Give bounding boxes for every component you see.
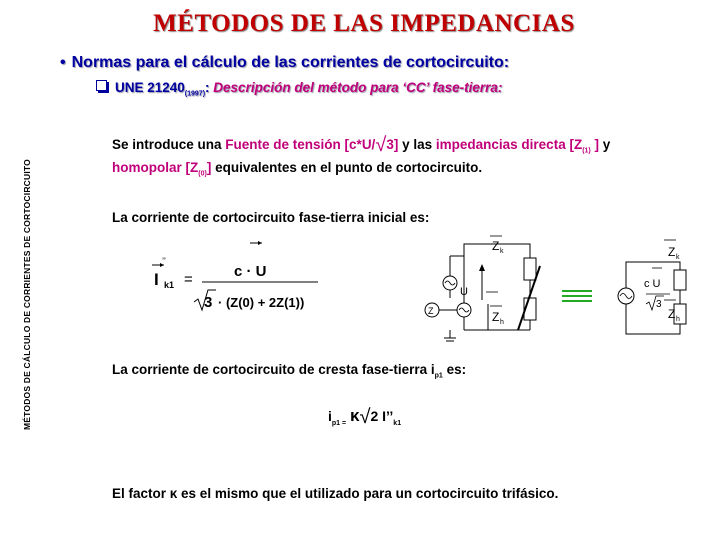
p3-end: es: <box>446 362 467 377</box>
vec-arrowhead-u <box>258 241 262 245</box>
peak-rest-sub: k1 <box>393 419 402 427</box>
p1-t4: y las <box>402 137 433 152</box>
p3-sub: p1 <box>434 372 443 380</box>
paragraph-4: El factor κ es el mismo que el utilizado para un cortocircuito trifásico. <box>112 486 559 501</box>
formula-numerator: c · U <box>234 263 267 280</box>
p1-t6: ] <box>594 137 600 152</box>
une-code: UNE 21240 <box>115 80 185 95</box>
formula-equals: = <box>184 271 193 288</box>
formula-den-rest: · (Z(0) + 2Z(1)) <box>218 295 305 310</box>
paragraph-2: La corriente de cortocircuito fase-tierra inicial es: <box>112 210 430 225</box>
p1-t5-sub: (1) <box>582 147 591 155</box>
peak-sub: p1 = <box>331 419 347 427</box>
bullet-normas <box>60 54 509 72</box>
p1-t10: equivalentes en el punto de cortocircuito. <box>215 160 483 175</box>
peak-formula <box>328 406 401 429</box>
circuit2-zh-sub: h <box>676 316 680 323</box>
circuit1-z-label: Z <box>428 306 434 316</box>
circuit1-u: U <box>460 286 468 298</box>
sqrt-icon: √ <box>375 134 387 156</box>
circuit2-root: 3 <box>656 299 662 310</box>
circuit1-zk-sub: k <box>500 248 504 255</box>
p1-t2: Fuente de tensión [c*U/ <box>225 137 376 152</box>
une-description: Descripción del método para ‘CC’ fase-tierra: <box>213 80 503 95</box>
p1-t7: y <box>602 137 611 152</box>
circuit-diagram-1 <box>420 226 555 346</box>
p1-t8-sub: (0) <box>198 170 207 178</box>
formula-ik1 <box>140 238 330 318</box>
peak-rest: I’’ <box>382 408 394 424</box>
circuit2-zh: Z <box>668 307 676 321</box>
peak-kappa: κ <box>349 406 360 425</box>
une-year: (1997) <box>184 90 206 98</box>
zk-resistor-2-icon <box>674 270 686 290</box>
zk-resistor-icon <box>524 258 536 280</box>
formula-lhs-sub: k1 <box>164 280 175 290</box>
p1-t1: Se introduce una <box>112 137 222 152</box>
p3-text: La corriente de cortocircuito de cresta fase-tierra i <box>112 362 435 377</box>
slide-title: MÉTODOS DE LAS IMPEDANCIAS <box>153 10 575 37</box>
formula-lhs: I <box>154 270 159 289</box>
paragraph-3 <box>112 362 466 380</box>
circuit-diagram-2 <box>606 236 712 346</box>
circuit1-zh: Z <box>492 310 500 324</box>
p1-t8: homopolar [Z <box>112 160 199 175</box>
peak-i: i <box>328 408 332 424</box>
side-label: MÉTODOS DE CÁLCULO DE CORRIENTES DE CORTOCIRCUITO <box>22 159 32 430</box>
p1-t9: ] <box>206 160 212 175</box>
formula-root: 3 <box>204 294 213 311</box>
paragraph-1-line-1 <box>112 134 610 157</box>
formula-dots: ’’ <box>162 256 166 266</box>
bullet-une <box>96 80 502 98</box>
une-colon: : <box>205 80 210 95</box>
peak-two: 2 <box>370 408 379 424</box>
paragraph-1-line-2 <box>112 160 482 178</box>
circuit2-cu: c U <box>644 278 661 290</box>
equivalence-icon <box>560 288 594 304</box>
p1-t5: impedancias directa [Z <box>435 137 583 152</box>
p1-t3: 3] <box>386 137 399 152</box>
peak-sqrt-icon: √ <box>359 406 371 428</box>
circuit1-zh-sub: h <box>500 319 504 326</box>
bullet-normas-text: Normas para el cálculo de las corrientes de cortocircuito: <box>71 54 510 71</box>
checkbox-bullet-icon <box>96 80 107 91</box>
circuit2-zk: Z <box>668 245 676 259</box>
circuit2-zk-sub: k <box>676 254 680 261</box>
circuit1-zk: Z <box>492 239 500 253</box>
bullet-dot-icon: • <box>60 54 66 71</box>
